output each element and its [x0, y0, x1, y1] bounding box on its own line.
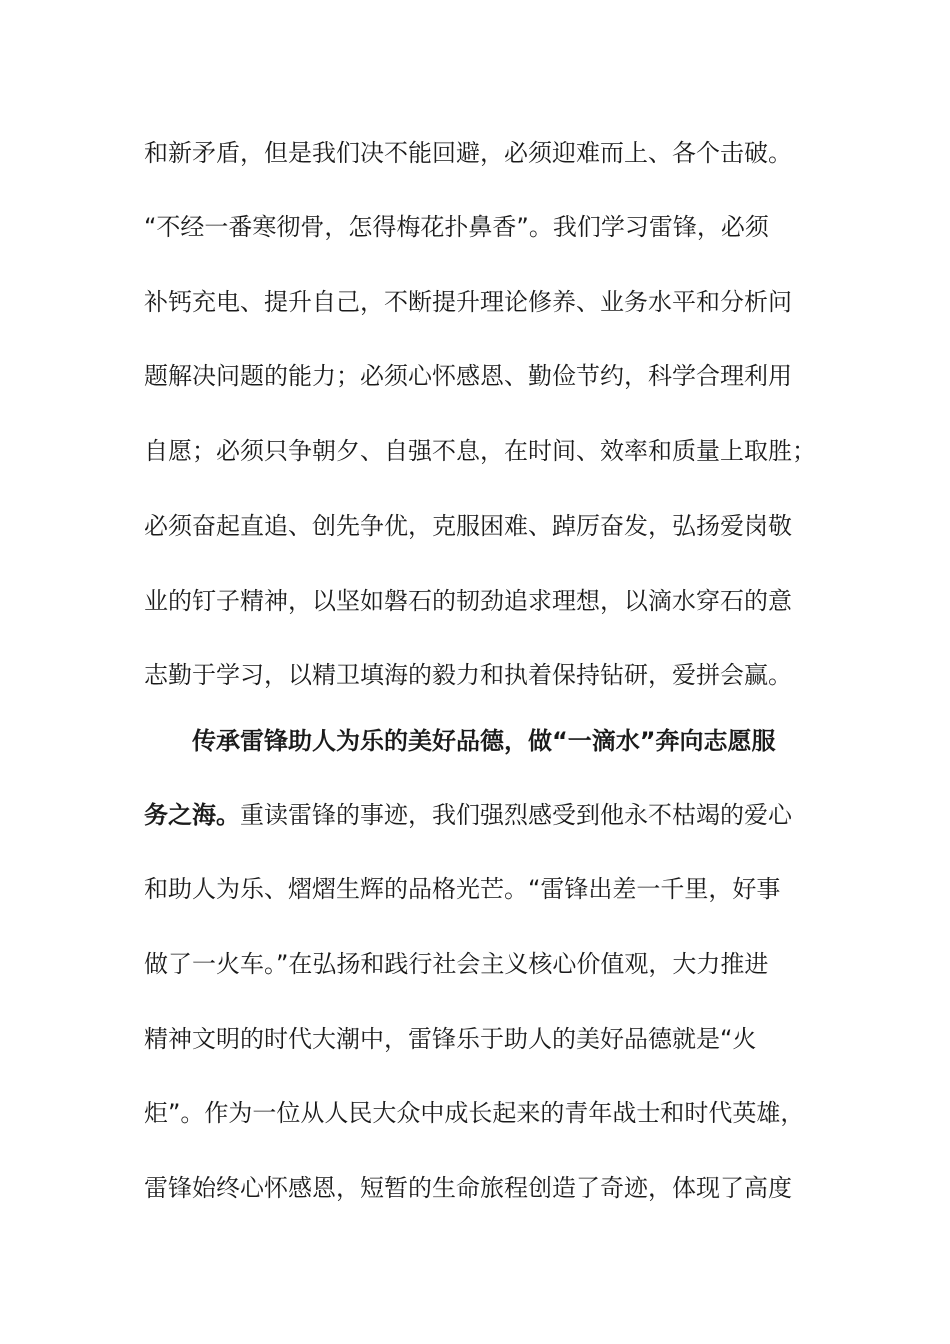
paragraph-line: 做了一火车。”在弘扬和践行社会主义核心价值观，大力推进	[144, 950, 769, 978]
paragraph-text: 重读雷锋的事迹，我们强烈感受到他永不枯竭的爱心	[240, 801, 792, 829]
section-heading-end: 务之海。	[144, 801, 240, 829]
paragraph-line: 精神文明的时代大潮中，雷锋乐于助人的美好品德就是“火	[144, 1025, 757, 1053]
paragraph-line	[144, 799, 844, 831]
paragraph-line: 雷锋始终心怀感恩，短暂的生命旅程创造了奇迹，体现了高度	[144, 1174, 792, 1202]
paragraph-line: 题解决问题的能力；必须心怀感恩、勤俭节约，科学合理利用	[144, 362, 792, 390]
section-heading: 传承雷锋助人为乐的美好品德，做“一滴水”奔向志愿服	[192, 727, 776, 755]
paragraph-line: 志勤于学习，以精卫填海的毅力和执着保持钻研，爱拼会赢。	[144, 661, 792, 689]
paragraph-line: 必须奋起直追、创先争优，克服困难、踔厉奋发，弘扬爱岗敬	[144, 512, 792, 540]
paragraph-line: “不经一番寒彻骨，怎得梅花扑鼻香”。我们学习雷锋，必须	[144, 213, 769, 241]
paragraph-line: 和助人为乐、熠熠生辉的品格光芒。“雷锋出差一千里，好事	[144, 875, 781, 903]
paragraph-line: 业的钉子精神，以坚如磐石的韧劲追求理想，以滴水穿石的意	[144, 587, 792, 615]
paragraph-line: 补钙充电、提升自己，不断提升理论修养、业务水平和分析问	[144, 288, 792, 316]
paragraph-line: 和新矛盾，但是我们决不能回避，必须迎难而上、各个击破。	[144, 139, 792, 167]
paragraph-line: 自愿；必须只争朝夕、自强不息，在时间、效率和质量上取胜；	[144, 437, 816, 465]
paragraph-line: 炬”。作为一位从人民大众中成长起来的青年战士和时代英雄，	[144, 1099, 805, 1127]
